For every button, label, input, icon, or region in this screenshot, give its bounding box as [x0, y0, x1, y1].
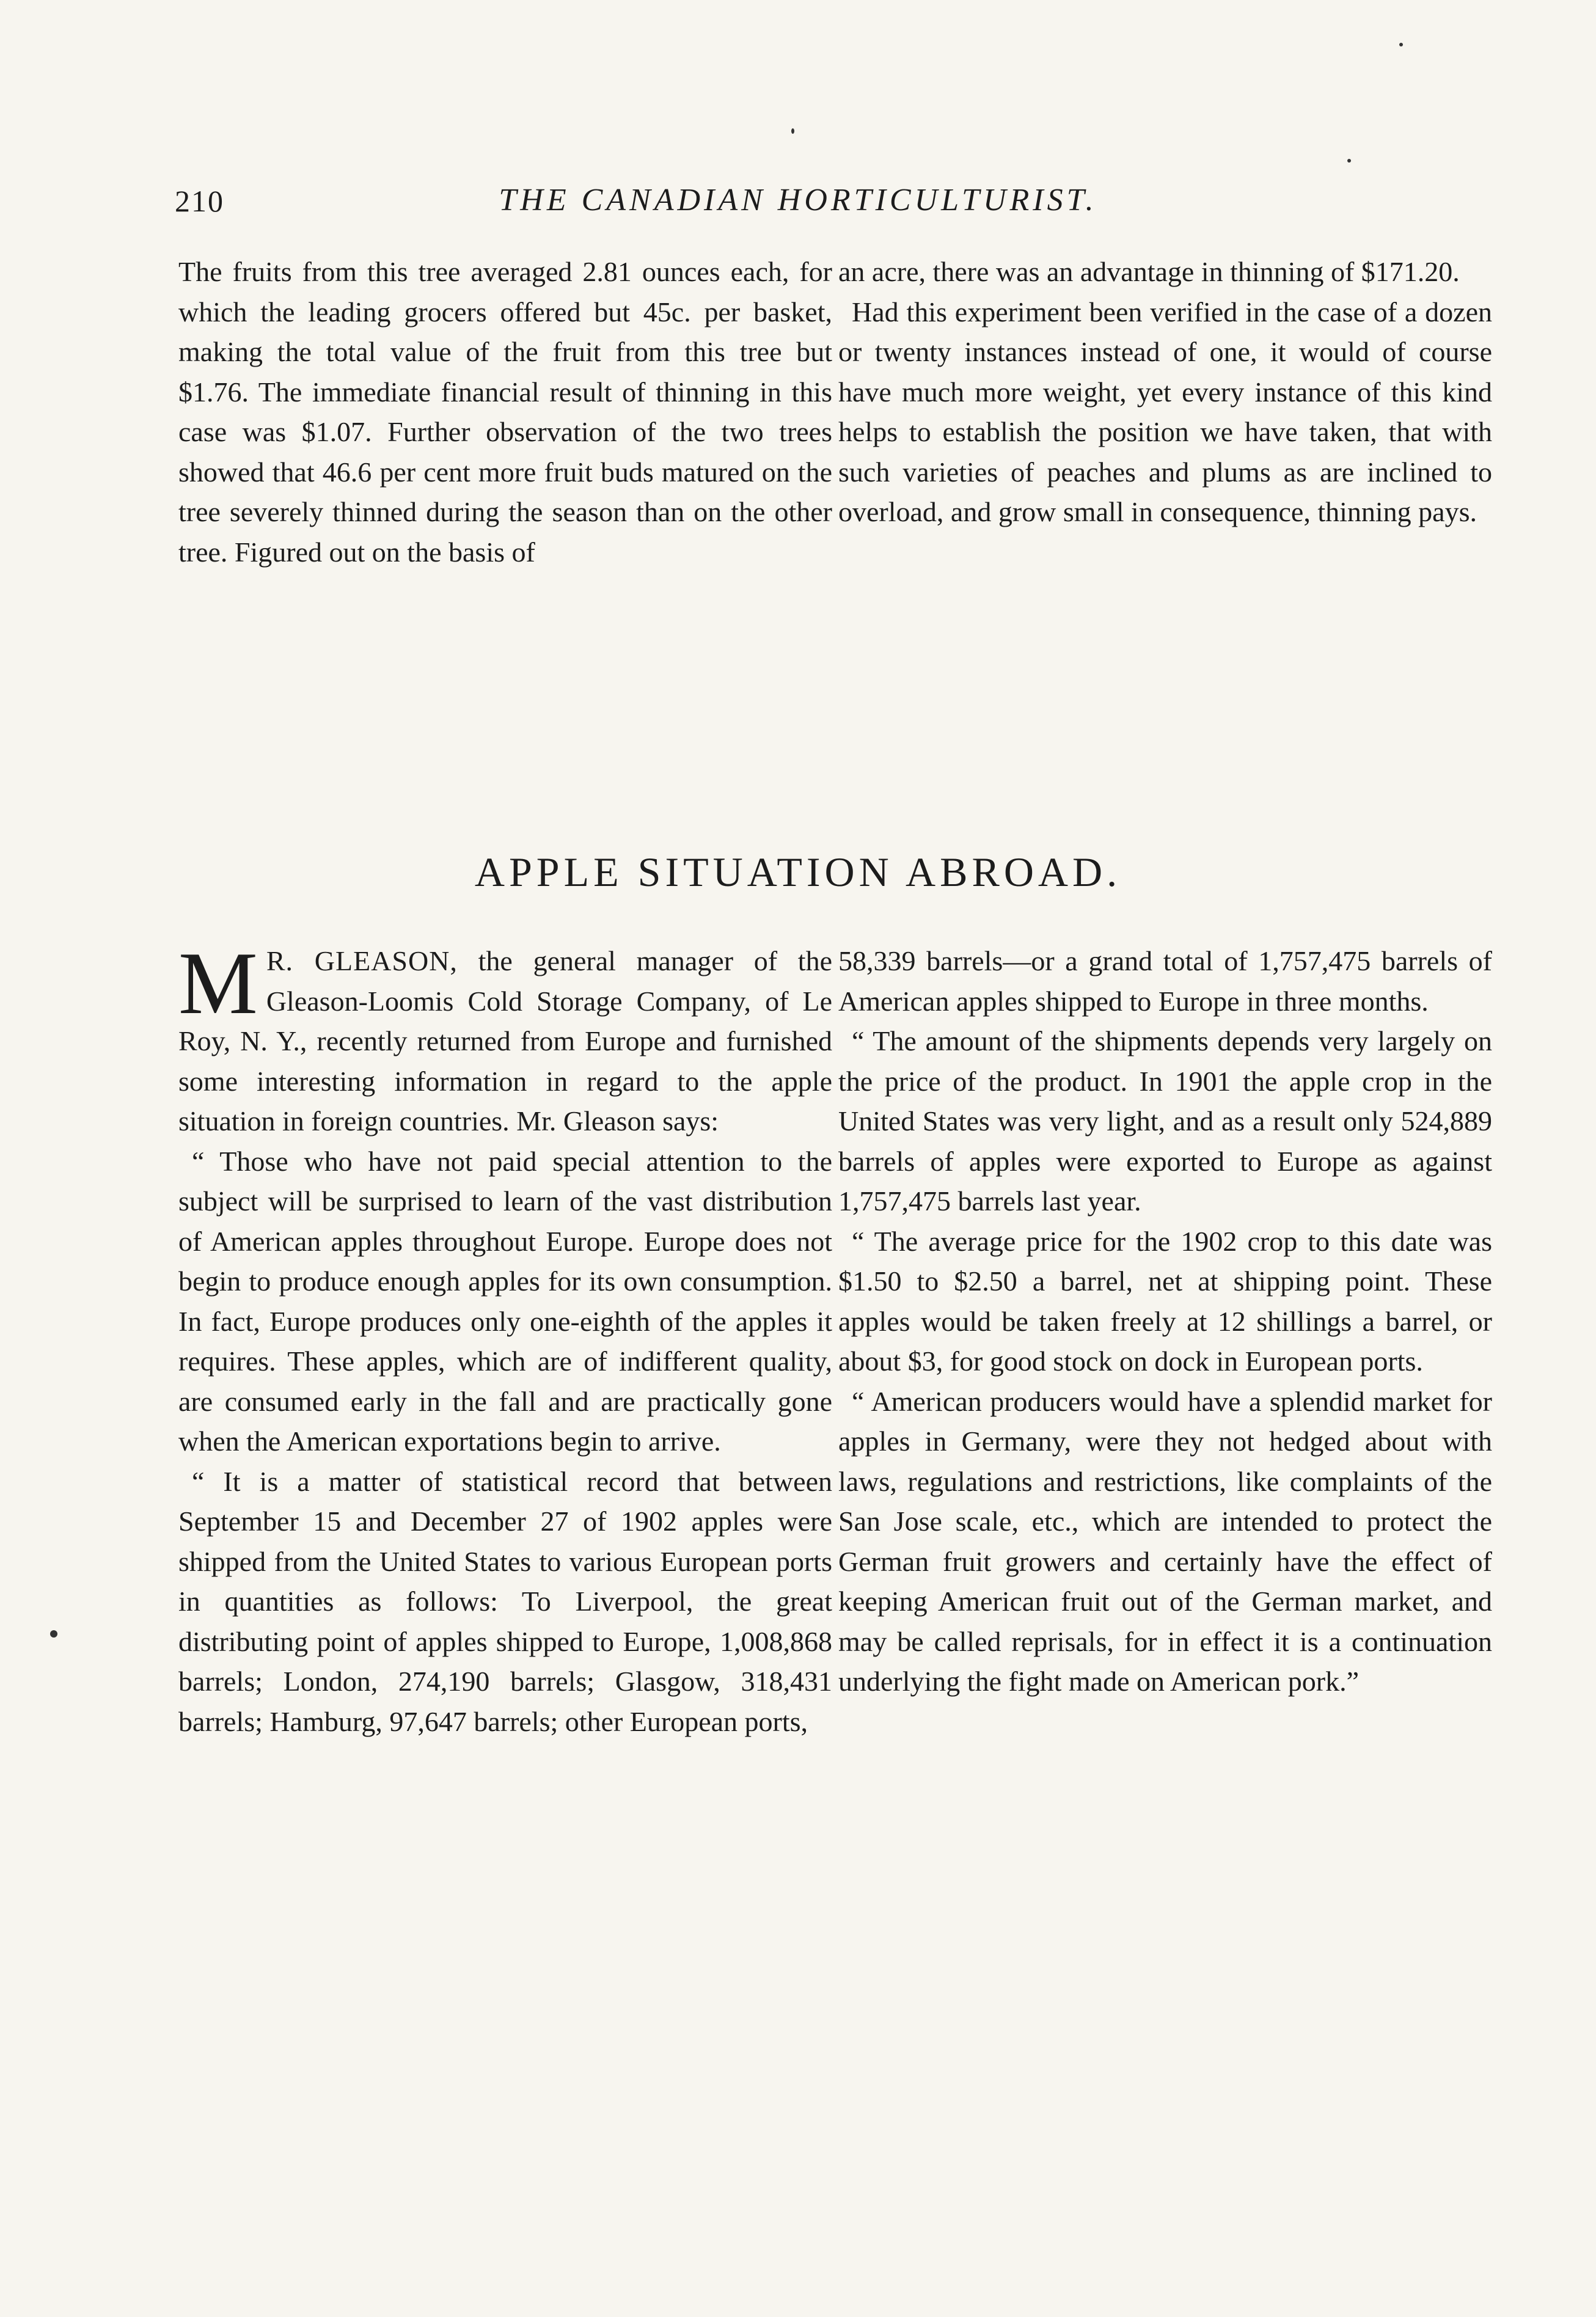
page-number: 210 [175, 184, 224, 218]
paragraph: “ Those who have not paid special attention to the subject will be surprised to learn of the vast distribution of American apples throughout Europe. Europe does not begin to produce enough apples for its own consumption. In fact, Europe produces only one-eighth of the apples it requires. These apples, which are of indifferent quality, are consumed early in the fall and are practically gone when the American exportations begin to arrive. [178, 1145, 832, 1457]
paragraph: “ It is a matter of statistical record that between September 15 and December 27 of 1902 apples were shipped from the United States to various European ports in quantities as follows: To Liverpool, the great distributing point of apples shipped to Europe, 1,008,868 barrels; London, 274,190 barrels; Glasgow, 318,431 barrels; Hamburg, 97,647 barrels; other European ports, [178, 1465, 832, 1737]
top-left-column [178, 252, 832, 572]
paragraph: an acre, there was an advantage in thinning of $171.20. [838, 256, 1460, 287]
article-right-column [838, 941, 1492, 1702]
paragraph: 58,339 barrels—or a grand total of 1,757,475 barrels of American apples shipped to Europe in three months. [838, 945, 1492, 1017]
article-title: APPLE SITUATION ABROAD. [474, 849, 1122, 895]
paragraph: “ American producers would have a splendid market for apples in Germany, were they not hedged about with laws, regulations and restrictions, like complaints of the San Jose scale, etc., which are intended to protect the German fruit growers and certainly have the effect of keeping American fruit out of the German market, and may be called reprisals, for in effect it is a continuation underlying the fight made on American pork.” [838, 1385, 1492, 1697]
top-right-column [838, 252, 1492, 532]
article-left-column [178, 934, 832, 1741]
scan-speck [1399, 43, 1403, 46]
drop-cap: M [178, 934, 258, 1033]
paragraph: “ The amount of the shipments depends very largely on the price of the product. In 1901 the apple crop in the United States was very light, and as a result only 524,889 barrels of apples were exported to Europe as against 1,757,475 barrels last year. [838, 1025, 1492, 1217]
scan-speck [50, 1630, 57, 1638]
scan-speck [791, 128, 794, 134]
paragraph: Had this experiment been verified in the case of a dozen or twenty instances instead of one, it would of course have much more weight, yet every instance of this kind helps to establish the position we have taken, that with such varieties of peaches and plums as are inclined to overload, and grow small in consequence, thinning pays. [838, 296, 1492, 527]
lead-in: R. GLEASON, [266, 945, 458, 976]
scan-speck [1347, 159, 1351, 163]
running-title: THE CANADIAN HORTICULTURIST. [499, 183, 1097, 218]
paragraph: The fruits from this tree averaged 2.81 ounces each, for which the leading grocers offered but 45c. per basket, making the total value of the fruit from this tree but $1.76. The immediate financial result of thinning in this case was $1.07. Further observation of the two trees showed that 46.6 per cent more fruit buds matured on the tree severely thinned during the season than on the other tree. Figured out on the basis of [178, 256, 832, 568]
opening-paragraph [178, 934, 832, 1141]
paragraph: “ The average price for the 1902 crop to this date was $1.50 to $2.50 a barrel, net at shipping point. These apples would be taken freely at 12 shillings a barrel, or about $3, for good stock on dock in European ports. [838, 1225, 1492, 1377]
opening-text: the general manager of the Gleason-Loomis Cold Storage Company, of Le Roy, N. Y., recently returned from Europe and furnished some interesting information in regard to the apple situation in foreign countries. Mr. Gleason says: [178, 945, 832, 1137]
